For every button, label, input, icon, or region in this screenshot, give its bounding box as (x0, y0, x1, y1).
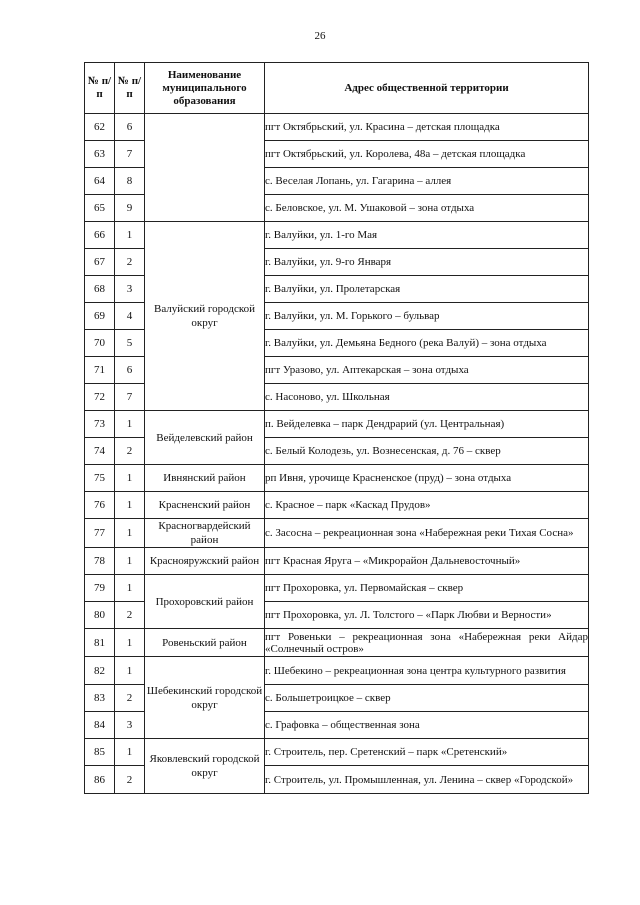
table-body (85, 114, 589, 794)
municipality-cell (145, 575, 265, 629)
row-number-total: 86 (85, 766, 115, 794)
row-number-total: 62 (85, 114, 115, 141)
address-cell (265, 141, 589, 168)
territories-table (84, 62, 589, 794)
address-cell (265, 330, 589, 357)
municipality-name: Яковлевский городской округ (149, 753, 260, 779)
header-municipality: Наименование муниципального образования (145, 63, 265, 114)
municipality-name: Краснояружский район (149, 555, 260, 567)
address-text: г. Валуйки, ул. Пролетарская (265, 283, 401, 295)
row-number-total: 84 (85, 712, 115, 739)
row-number-local: 5 (115, 330, 145, 357)
address-cell (265, 685, 589, 712)
row-number-total: 64 (85, 168, 115, 195)
row-number-total: 83 (85, 685, 115, 712)
row-number-local: 3 (115, 712, 145, 739)
address-cell (265, 249, 589, 276)
address-text: г. Валуйки, ул. Демьяна Бедного (река Валуй) – зона отдыха (265, 337, 547, 349)
address-text: пгт Уразово, ул. Аптекарская – зона отдыха (265, 364, 469, 376)
municipality-name: Ивнянский район (163, 472, 246, 484)
address-cell (265, 657, 589, 685)
row-number-local: 7 (115, 141, 145, 168)
table-row (85, 222, 589, 249)
address-text: с. Белый Колодезь, ул. Вознесенская, д. 76 – сквер (265, 445, 501, 457)
address-cell (265, 411, 589, 438)
address-cell (265, 575, 589, 602)
row-number-total: 81 (85, 629, 115, 657)
table-row (85, 548, 589, 575)
municipality-cell (145, 657, 265, 739)
address-cell (265, 438, 589, 465)
row-number-total: 79 (85, 575, 115, 602)
row-number-total: 76 (85, 492, 115, 519)
address-text: г. Шебекино – рекреационная зона центра культурного развития (265, 664, 566, 677)
municipality-cell (145, 114, 265, 222)
row-number-local: 2 (115, 685, 145, 712)
address-cell (265, 492, 589, 519)
page-number: 26 (314, 30, 326, 42)
address-cell (265, 222, 589, 249)
table-row (85, 519, 589, 548)
address-text: рп Ивня, урочище Красненское (пруд) – зона отдыха (265, 472, 512, 484)
address-text: пгт Прохоровка, ул. Л. Толстого – «Парк Любви и Верности» (265, 609, 552, 621)
address-cell (265, 602, 589, 629)
row-number-local: 2 (115, 602, 145, 629)
header-address: Адрес общественной территории (265, 63, 589, 114)
table-row (85, 465, 589, 492)
row-number-total: 70 (85, 330, 115, 357)
address-cell (265, 114, 589, 141)
row-number-total: 85 (85, 739, 115, 766)
row-number-local: 2 (115, 438, 145, 465)
address-text: пгт Красная Яруга – «Микрорайон Дальневосточный» (265, 555, 521, 567)
table-row (85, 114, 589, 141)
address-text: пгт Прохоровка, ул. Первомайская – сквер (265, 582, 464, 594)
municipality-name: Красногвардейский район (158, 520, 251, 546)
municipality-name: Вейделевский район (156, 431, 253, 444)
address-text: г. Валуйки, ул. М. Горького – бульвар (265, 310, 440, 322)
row-number-local: 1 (115, 575, 145, 602)
address-cell (265, 629, 589, 657)
address-text: г. Валуйки, ул. 1-го Мая (265, 229, 378, 241)
table-row (85, 657, 589, 685)
row-number-local: 1 (115, 222, 145, 249)
municipality-cell (145, 739, 265, 794)
municipality-cell (145, 411, 265, 465)
municipality-name: Ровеньский район (162, 636, 247, 649)
row-number-total: 63 (85, 141, 115, 168)
table-row (85, 739, 589, 766)
address-cell (265, 303, 589, 330)
row-number-total: 73 (85, 411, 115, 438)
header-num-local: № п/п (115, 63, 145, 114)
table-row (85, 411, 589, 438)
row-number-total: 75 (85, 465, 115, 492)
address-cell (265, 384, 589, 411)
address-text: с. Насоново, ул. Школьная (265, 391, 390, 403)
row-number-local: 2 (115, 766, 145, 794)
address-text: пгт Октябрьский, ул. Королева, 48а – детская площадка (265, 148, 526, 160)
address-text: с. Беловское, ул. М. Ушаковой – зона отдыха (265, 202, 475, 214)
address-cell (265, 712, 589, 739)
address-text: с. Красное – парк «Каскад Прудов» (265, 499, 431, 511)
address-text: с. Веселая Лопань, ул. Гагарина – аллея (265, 175, 452, 187)
address-text: г. Строитель, ул. Промышленная, ул. Ленина – сквер «Городской» (265, 773, 574, 786)
address-cell (265, 548, 589, 575)
municipality-cell (145, 492, 265, 519)
row-number-local: 1 (115, 657, 145, 685)
row-number-total: 77 (85, 519, 115, 548)
row-number-total: 72 (85, 384, 115, 411)
row-number-total: 66 (85, 222, 115, 249)
address-text: пгт Ровеньки – рекреационная зона «Набережная реки Айдар «Солнечный остров» (265, 630, 588, 655)
address-text: г. Строитель, пер. Сретенский – парк «Сретенский» (265, 746, 508, 758)
row-number-total: 80 (85, 602, 115, 629)
address-cell (265, 168, 589, 195)
row-number-local: 2 (115, 249, 145, 276)
row-number-total: 71 (85, 357, 115, 384)
table-row (85, 575, 589, 602)
row-number-local: 1 (115, 739, 145, 766)
municipality-name: Красненский район (158, 499, 251, 511)
address-cell (265, 465, 589, 492)
row-number-total: 78 (85, 548, 115, 575)
row-number-local: 1 (115, 411, 145, 438)
row-number-total: 69 (85, 303, 115, 330)
municipality-name: Валуйский городской округ (153, 303, 255, 329)
row-number-total: 68 (85, 276, 115, 303)
municipality-cell (145, 519, 265, 548)
municipality-cell (145, 465, 265, 492)
table-header-row (85, 63, 589, 114)
address-cell (265, 276, 589, 303)
row-number-local: 6 (115, 357, 145, 384)
address-text: п. Вейделевка – парк Дендрарий (ул. Центральная) (265, 418, 505, 430)
row-number-local: 4 (115, 303, 145, 330)
row-number-local: 7 (115, 384, 145, 411)
address-cell (265, 357, 589, 384)
row-number-total: 65 (85, 195, 115, 222)
municipality-cell (145, 629, 265, 657)
address-cell (265, 739, 589, 766)
table-row (85, 492, 589, 519)
municipality-name: Прохоровский район (155, 595, 254, 608)
municipality-cell (145, 222, 265, 411)
row-number-local: 1 (115, 465, 145, 492)
row-number-total: 67 (85, 249, 115, 276)
row-number-local: 3 (115, 276, 145, 303)
table-row (85, 629, 589, 657)
address-text: с. Засосна – рекреационная зона «Набережная реки Тихая Сосна» (265, 527, 574, 539)
row-number-total: 74 (85, 438, 115, 465)
address-text: пгт Октябрьский, ул. Красина – детская площадка (265, 121, 500, 133)
address-cell (265, 195, 589, 222)
row-number-local: 9 (115, 195, 145, 222)
municipality-cell (145, 548, 265, 575)
row-number-local: 6 (115, 114, 145, 141)
row-number-local: 1 (115, 492, 145, 519)
address-text: с. Большетроицкое – сквер (265, 692, 391, 704)
row-number-local: 1 (115, 548, 145, 575)
header-num-total: № п/п (85, 63, 115, 114)
address-text: с. Графовка – общественная зона (265, 719, 420, 731)
address-cell (265, 766, 589, 794)
row-number-local: 1 (115, 629, 145, 657)
row-number-local: 1 (115, 519, 145, 548)
address-cell (265, 519, 589, 548)
row-number-local: 8 (115, 168, 145, 195)
municipality-name: Шебекинский городской округ (146, 684, 263, 711)
address-text: г. Валуйки, ул. 9-го Января (265, 256, 392, 268)
row-number-total: 82 (85, 657, 115, 685)
